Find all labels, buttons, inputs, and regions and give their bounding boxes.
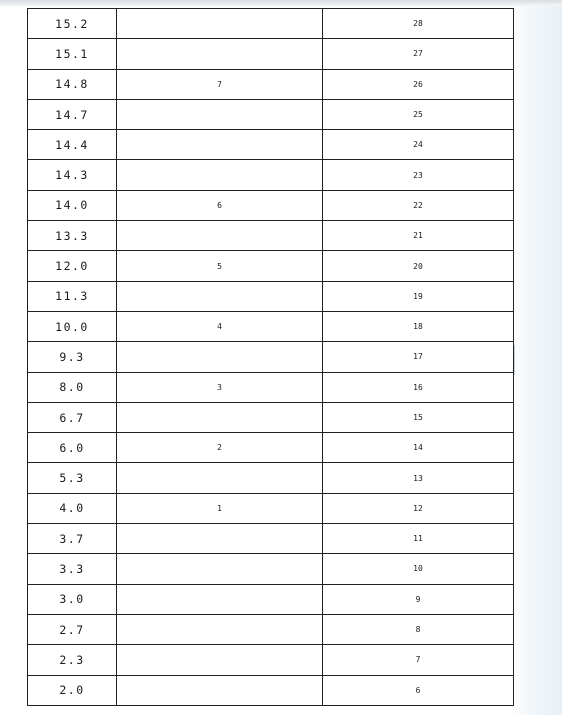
value-cell: 3.3 <box>28 554 117 584</box>
value-cell: 2.7 <box>28 614 117 644</box>
table-row <box>28 39 514 69</box>
group-cell <box>117 675 323 705</box>
group-cell <box>117 39 323 69</box>
group-cell <box>117 463 323 493</box>
index-cell: 9 <box>323 584 514 614</box>
group-cell <box>117 281 323 311</box>
table-row <box>28 9 514 39</box>
group-cell: 1 <box>117 493 323 523</box>
top-edge-shadow <box>0 0 562 6</box>
index-cell: 28 <box>323 9 514 39</box>
group-cell: 6 <box>117 190 323 220</box>
value-cell: 6.0 <box>28 433 117 463</box>
index-cell: 26 <box>323 69 514 99</box>
table-body <box>28 9 514 706</box>
group-cell: 5 <box>117 251 323 281</box>
value-cell: 2.3 <box>28 645 117 675</box>
group-cell <box>117 524 323 554</box>
table-row <box>28 160 514 190</box>
group-cell <box>117 645 323 675</box>
group-cell <box>117 160 323 190</box>
group-cell <box>117 99 323 129</box>
group-cell <box>117 342 323 372</box>
index-cell: 22 <box>323 190 514 220</box>
table-row <box>28 221 514 251</box>
value-cell: 5.3 <box>28 463 117 493</box>
value-cell: 14.4 <box>28 130 117 160</box>
table-row <box>28 190 514 220</box>
table-row <box>28 311 514 341</box>
table-row <box>28 463 514 493</box>
value-cell: 9.3 <box>28 342 117 372</box>
table-row <box>28 614 514 644</box>
index-cell: 20 <box>323 251 514 281</box>
table-row <box>28 584 514 614</box>
table-row <box>28 433 514 463</box>
value-cell: 3.0 <box>28 584 117 614</box>
table-row <box>28 524 514 554</box>
group-cell <box>117 221 323 251</box>
value-cell: 15.1 <box>28 39 117 69</box>
data-table <box>27 8 514 706</box>
index-cell: 25 <box>323 99 514 129</box>
index-cell: 18 <box>323 311 514 341</box>
value-cell: 4.0 <box>28 493 117 523</box>
table-row <box>28 493 514 523</box>
group-cell: 3 <box>117 372 323 402</box>
scroll-edge-marker <box>514 345 519 375</box>
table-row <box>28 281 514 311</box>
group-cell: 7 <box>117 69 323 99</box>
index-cell: 19 <box>323 281 514 311</box>
value-cell: 8.0 <box>28 372 117 402</box>
value-cell: 14.3 <box>28 160 117 190</box>
index-cell: 14 <box>323 433 514 463</box>
index-cell: 13 <box>323 463 514 493</box>
table-row <box>28 372 514 402</box>
value-cell: 12.0 <box>28 251 117 281</box>
value-cell: 13.3 <box>28 221 117 251</box>
index-cell: 6 <box>323 675 514 705</box>
value-cell: 2.0 <box>28 675 117 705</box>
value-cell: 10.0 <box>28 311 117 341</box>
group-cell <box>117 554 323 584</box>
index-cell: 27 <box>323 39 514 69</box>
table-row <box>28 130 514 160</box>
value-cell: 14.8 <box>28 69 117 99</box>
index-cell: 23 <box>323 160 514 190</box>
table-row <box>28 402 514 432</box>
index-cell: 7 <box>323 645 514 675</box>
table-row <box>28 251 514 281</box>
index-cell: 15 <box>323 402 514 432</box>
group-cell <box>117 584 323 614</box>
index-cell: 10 <box>323 554 514 584</box>
index-cell: 17 <box>323 342 514 372</box>
table-row <box>28 342 514 372</box>
group-cell: 2 <box>117 433 323 463</box>
index-cell: 21 <box>323 221 514 251</box>
value-cell: 14.7 <box>28 99 117 129</box>
index-cell: 8 <box>323 614 514 644</box>
index-cell: 11 <box>323 524 514 554</box>
value-cell: 11.3 <box>28 281 117 311</box>
table-row <box>28 675 514 705</box>
index-cell: 24 <box>323 130 514 160</box>
group-cell <box>117 130 323 160</box>
value-cell: 14.0 <box>28 190 117 220</box>
value-cell: 15.2 <box>28 9 117 39</box>
value-cell: 3.7 <box>28 524 117 554</box>
group-cell <box>117 402 323 432</box>
table-row <box>28 99 514 129</box>
group-cell <box>117 9 323 39</box>
group-cell: 4 <box>117 311 323 341</box>
table-row <box>28 554 514 584</box>
index-cell: 12 <box>323 493 514 523</box>
index-cell: 16 <box>323 372 514 402</box>
value-cell: 6.7 <box>28 402 117 432</box>
table-row <box>28 69 514 99</box>
group-cell <box>117 614 323 644</box>
table-row <box>28 645 514 675</box>
